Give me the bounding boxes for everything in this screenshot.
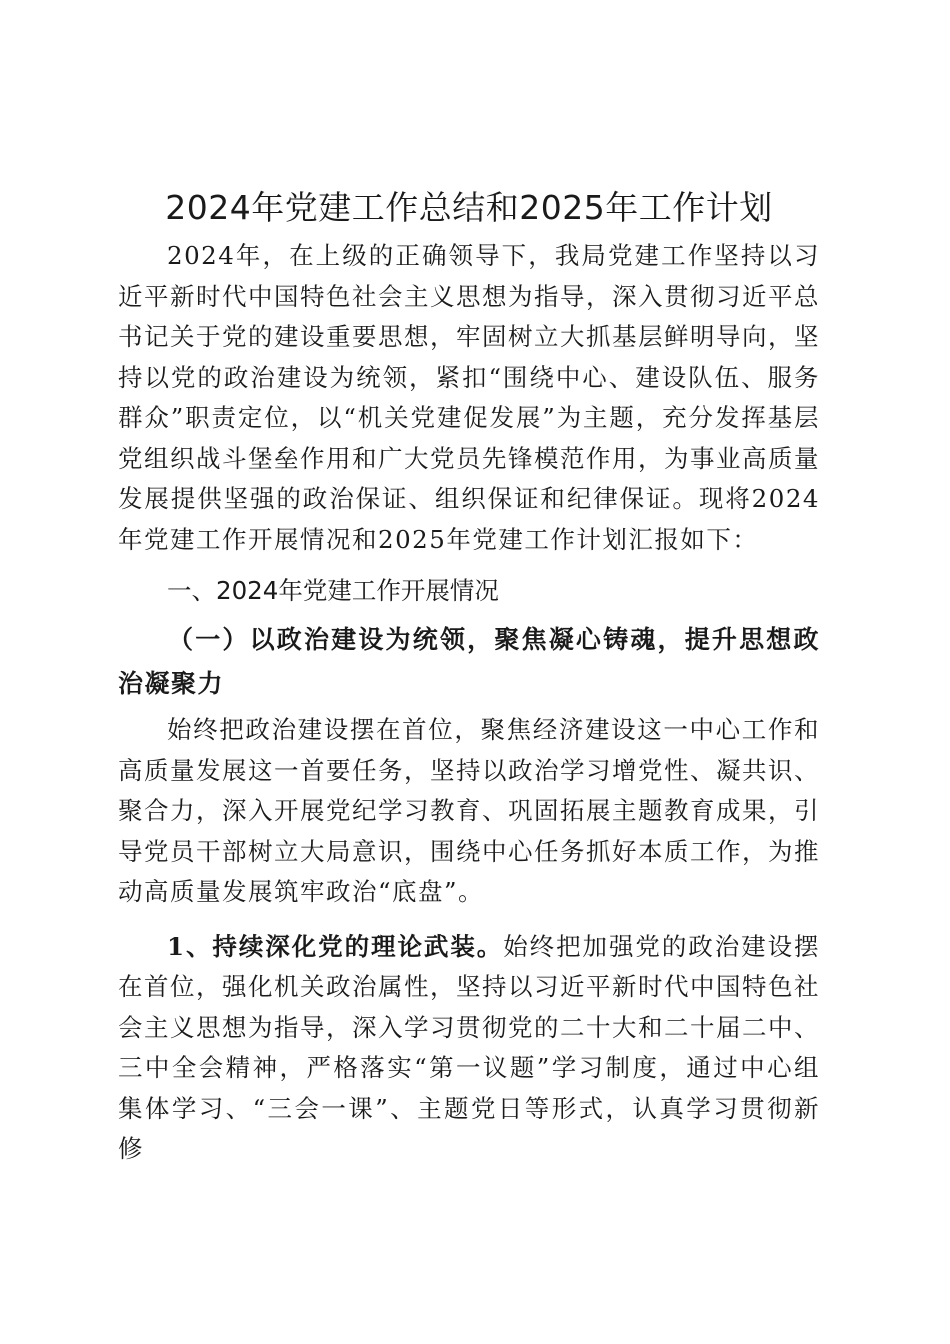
item-1-paragraph <box>118 927 820 1170</box>
intro-paragraph: 2024年，在上级的正确领导下，我局党建工作坚持以习近平新时代中国特色社会主义思想为指导，深入贯彻习近平总书记关于党的建设重要思想，牢固树立大抓基层鲜明导向，坚持以党的政治建设为统领，紧扣“围绕中心、建设队伍、服务群众”职责定位，以“机关党建促发展”为主题，充分发挥基层党组织战斗堡垒作用和广大党员先锋模范作用，为事业高质量发展提供坚强的政治保证、组织保证和纪律保证。现将2024年党建工作开展情况和2025年党建工作计划汇报如下： <box>118 241 820 554</box>
document-page <box>118 184 820 1170</box>
item-1-lead: 1、持续深化党的理论武装。 <box>167 931 504 961</box>
subsection-heading-1: （一）以政治建设为统领，聚焦凝心铸魂，提升思想政治凝聚力 <box>118 625 820 698</box>
document-title: 2024年党建工作总结和2025年工作计划 <box>165 188 773 227</box>
section-heading-1: 一、2024年党建工作开展情况 <box>167 576 499 605</box>
item-1-body: 始终把加强党的政治建设摆在首位，强化机关政治属性，坚持以习近平新时代中国特色社会主义思想为指导，深入学习贯彻党的二十大和二十届二中、三中全会精神，严格落实“第一议题”学习制度，通过中心组集体学习、“三会一课”、主题党日等形式，认真学习贯彻新修 <box>118 931 821 1163</box>
subsection-1-paragraph: 始终把政治建设摆在首位，聚焦经济建设这一中心工作和高质量发展这一首要任务，坚持以政治学习增党性、凝共识、聚合力，深入开展党纪学习教育、巩固拓展主题教育成果，引导党员干部树立大局意识，围绕中心任务抓好本质工作，为推动高质量发展筑牢政治“底盘”。 <box>118 715 820 906</box>
